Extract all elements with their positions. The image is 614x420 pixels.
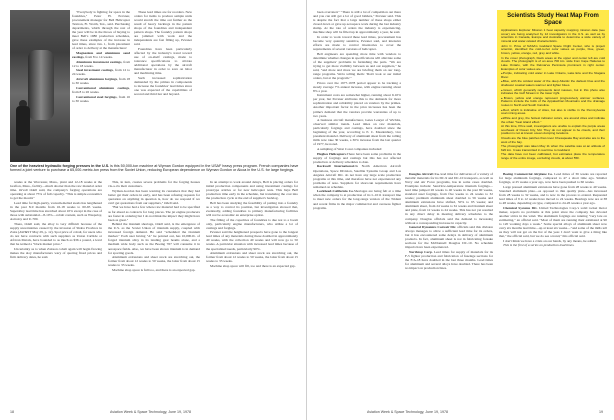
left-col3-text: Machine shop space will fill, too and there is an expected gap. [210, 263, 296, 268]
right-col2-text: lead time for deliveries of a variety of metallic materials for its DC-9 and DC-10 transports, as well as Navy and Air Force programs, has in some cases doubled. Examples include: Sand/low-temperature titanium forgings—lead time jumped 26 weeks to 40 weeks in the past 60 weeks, standard steel forgings, from five weeks to 24 weeks to 32 weeks; premium aluminum sheet doubled to 56 weeks and aluminum extrusions have shifted, 50% to 95 weeks; and aluminum sheet, from 24 weeks to 61 weeks and titanium sheet and plate, from 12 weeks to 24 weeks. This has not yet resulted in any direct delay in meeting delivery schedules to the company. Douglas officials said the demand is increasing without a corresponding increase in capacity. [405, 172, 493, 225]
left-col1-text: Lead time for high-purity, vacuum-melted steels has lengthened in the past 8-9 months from 16-18 weeks to 60-65 weeks. Superalloy lead time has stretched about 10% except in the case of those with substantial—8-10%—cobalt content, such as Waspaloy, Astroloy and U-700. [10, 200, 102, 222]
left-col3-paragraph [206, 218, 298, 230]
left-col3-paragraph [72, 77, 130, 85]
sidebar-paragraph: The data have not been calibrated, but estimates place the temperature range of the entire image, excluding clouds, at about 55F. [501, 152, 605, 161]
left-col3-paragraph [72, 60, 130, 68]
right-col2-text: Lead times for supply of materials for its F-5 fighter production and fabrication of fuselage sections for the F/A-18 have doubled in the last three months. Lead times for aluminum and several alloys have doubled. There has been no impact on production lines. [405, 250, 493, 271]
left-col2-paragraph [108, 268, 200, 272]
left-col3-text: Such increased sophistication demanded by the primes in components to increase the foundries' lead times since one was expected of the capabilities of second and third tier and beyond. [134, 75, 192, 97]
right-column-1 [313, 10, 401, 402]
sidebar-paragraph: Applications Explorer Mission 1 heat capacity mapping mission data (see cover) are being analyzed by 12 investigators in the U.S. as well as by scientists in Canada, Europe and Australia to determine a wide variety of mineral and water-related characteristics. [501, 28, 605, 44]
left-col3-text: Aluminum extrusions and sheet stock are stretching out, the former from about 12 weeks to 50 weeks, the latter from about 15 weeks to 33 weeks. [206, 251, 298, 264]
right-col1-paragraph [313, 93, 401, 117]
left-col3-text: Pevsner said the heightened prospects have gone to the longest lead times of any materials during these doubled in approximately 40 weeks, with the collection 40 weeks and will now go to 50 weeks. A particular situation with increased lead times because of the specialized needs, particularly 90%. [206, 230, 298, 251]
left-col3-text: , from 16 to 30 weeks. [72, 94, 130, 103]
left-col3-text: Foundries have been particularly affected by the industry's trend toward use of on-shelf castings, made to tolerance specifications to obviate additional operations by the aircraft manufacturer in order to save on labor and machining time. [134, 47, 192, 76]
right-col3-paragraph [499, 172, 607, 184]
left-column-3-lower [206, 180, 298, 402]
right-col2-paragraph [405, 172, 493, 225]
right-col1-text: A sampling of West Coast companies included: [317, 147, 382, 152]
right-col2-text: Douglas Aircraft Co. [409, 172, 440, 176]
left-col2-text: This, in turn, creates severe problems for the forging houses vis-a-vis their customers. [108, 180, 200, 189]
left-col3-paragraph [206, 180, 298, 200]
left-col3-paragraph [72, 86, 130, 94]
right-col1-paragraph [313, 147, 401, 151]
right-col3-text: This is the first of a series on production lead times. [503, 243, 575, 248]
left-col3-text: , from 12 to 24 weeks. [72, 68, 130, 77]
right-col3-paragraph [499, 239, 607, 243]
right-column-3 [499, 172, 607, 402]
right-col1-text: Bell engineers are spending more time with vendors to determine whether changes in specifications will alleviate some of the suppliers' problems in furnishing the parts. "We are trying to get more visibility between us and our suppliers," he said, "and more and more we are briefing them on our long-range programs. We're telling them: 'Don't look at our initial orders, but at the program.'" [313, 51, 401, 80]
left-column-3 [134, 10, 192, 162]
left-col3-text: Steel investment castings [76, 68, 113, 73]
left-col2-paragraph [108, 205, 200, 221]
left-col3-text: , from 8 to 26 weeks. [72, 85, 130, 94]
left-column-2 [72, 10, 130, 162]
right-col1-paragraph [313, 152, 401, 164]
right-col3-text: United Technologies Corp.'s solid rocket motor maker, reports no problems at this point since the company has devoted another strive in the wind. The aluminum forgings are running "very late on estimating," an official said. "Most of them are running their estimated at 90 to 120 working days a week." Some special alloys of aluminum sheet now carry six months lead time—up at least six weeks—"and some of the mills tell us they will not get on the list of the year. I don't want to give a thing like that," the official said, but we do see a trend," this official said. [499, 205, 607, 238]
left-col3-text: In an attempt to work around delays, Bell is placing orders for initial production components and using investment castings for prototype articles or for new helicopter tests. This buys Bell production time early in the schedule, but translating the cost into the production cycle at the end of supplier's backlog. [206, 180, 298, 201]
sidebar-paragraph: The photograph was taken May 11 when the satellite was at an altitude of 620 km. It was transmitted in real time to Goddard. [501, 144, 605, 152]
left-col3-paragraph [206, 251, 298, 263]
left-col3-text: Aircraft aluminum forgings [76, 77, 118, 82]
sidebar-paragraph: ● White and grey, the hottest indicator colors, are around cities and indicate the urban "heat island effect." [501, 117, 605, 124]
left-col3-text: Aluminum investment castings [76, 59, 122, 64]
left-col3-text: , from 12 to 18 weeks. [72, 59, 130, 68]
right-col1-paragraph [313, 52, 401, 80]
right-col1-text: A business aircraft manufacturer, Gates Learjet of Wichita, observed similar trends. Lead times on raw materials, particularly forgings and castings, have doubled since the beginning of the year, according to E. C. Meadenbury, vice president materiel. Delivery of aluminum sheet from the rolling mills now take 30 weeks, a 30% increase from the last quarter of 1977, he noted. [313, 118, 401, 147]
sidebar-paragraph: At this time, Price said, investigators are unable to explain the purple areas southeast of Ocean City, Md. They do not appear to be clouds, and their position is not at known ocean dumping locations. [501, 124, 605, 136]
left-page-number: 18 [10, 410, 14, 414]
left-col1-text: Uncertainty as to when Zaireon cobalt again will begin flowing makes the aloy manufacturers wary of quoting fixed prices and firm delivery dates, he said. [10, 246, 102, 259]
left-col3-text: Bell has been studying the feasibility of putting into a foundry as a way to control its position, but investigation showed that, eventually, adding foundries to primary manufacturing facilities will not be economic an enterprise option. [206, 200, 298, 217]
left-col3-paragraph [206, 201, 298, 217]
left-col1-paragraph [10, 222, 102, 246]
left-column-1 [10, 180, 102, 402]
sidebar-paragraph: ● Blue, with the coldest water of the deep Atlantic the darkest blue and the shallower coastal waters warmer and lighter blues. [501, 80, 605, 87]
left-col3-text: Magnesium and aluminum sand castings [72, 51, 130, 60]
left-col3-text: The filling of the capacities of foundries is due not to a boom only, particularly engine manufacturers, who utilize a lot of castings and forgings. [206, 217, 298, 230]
right-col3-text: I don't think we have a crisis on our hands, by any means, he added. [503, 238, 597, 243]
right-col2-text: Northrop Corp. [409, 250, 433, 255]
forging-press-photo [10, 10, 70, 162]
sidebar-paragraph: ● Purple, indicating cold water in Lake Ontario, Lake Erie and the Niagara River. [501, 72, 605, 79]
right-col1-paragraph [313, 164, 401, 188]
right-col3-text: Lead times of 36 weeks are reported for large aluminum forgings, compared to 47 a short time ago. Smaller forgings, at 25 weeks a year ago, now have been pushed to 60 weeks. [499, 172, 607, 185]
sidebar-paragraph: ● Red, which is indicative of cities, but also is visible in the Pennsylvania coal mining areas. [501, 109, 605, 116]
left-col2-text: Wyman-Gordon has been warning its customers that they had better get their orders in early, and has been refusing requests for quotation on anything in question is, how do we respond if we can't get quotations from our suppliers," Odell said. [108, 188, 200, 205]
right-col3-text: Boeing Commercial Airplane Co. [503, 172, 553, 176]
left-col2-text: Behind the titanium shortage, Odell said, is the emergence of the U.S. as the Soviet Union of titanium supply, coupled with increased foreign demand. He said "scheduled the titanium market." Each user having "A" he pointed out, has 10,000-lb. of forged titanium alloy in its landing gear beams alone, and a medium wide body such as the Boeing 767 will consume it in aerospace fields. Also, we have been shown titanium is in demand for sporting goods. [108, 222, 200, 255]
left-col3-paragraph [206, 264, 298, 268]
left-col1-paragraph [10, 247, 102, 259]
left-col3-paragraph [134, 10, 192, 46]
left-col3-paragraph [72, 68, 130, 76]
right-col1-text: Hughes Helicopters. [317, 151, 347, 156]
sidebar-paragraph: ● Green, which generally represents land masses, but in this photo also indicates the Gulf Stream in the lower right. [501, 89, 605, 96]
right-col1-text: Prices over the 1977-1978 period appear to be tracking a steady average 7% annual increase, with engine running about 8% a year. [313, 80, 401, 93]
sidebar-paragraph: In the cover photograph, black areas at the upper and center left are cold clouds. The photograph is of an area 700 km. wide from Cape Hatteras to Lake Ontario, with the Delmarva Peninsula prominent in right center. Examples of color values are: [501, 55, 605, 71]
right-col3-text: Chemical Systems Div. [503, 205, 538, 210]
photo-caption [10, 164, 302, 173]
sidebar-paragraph: ● Brown, yellow and orange represent progressively warmer surfaces. Patterns include the folds of the Appalachian Mountains and the drainage routes in North and South Carolina. [501, 97, 605, 108]
right-col3-paragraph [499, 243, 607, 247]
left-col3-paragraph [72, 10, 130, 50]
left-col2-text: "But we have had a few where raw material had to be specified as far ahead as contracts for long pieces. The jet engine producers are faster in ordering but I do not think the impact they might have been as great." [108, 205, 200, 222]
right-column-2 [405, 172, 493, 402]
left-col1-text: weeks at the Worcester, Mass., plant and 12-18 weeks at the Grafton, Mass., facility—much shorter than the raw material order time. Orvall Odell said, the company's forging operations are operating at about 75% of full capacity. "This is simple economics to get the mould." [10, 180, 102, 201]
left-col3-text: These lead times are for reorders. New orders for items to produce sample units would stretch the time out further as the result of heavy backlogs in the pattern shops of the foundries and independent pattern shops. The foundry pattern shops are jammed with work and the independents are fast filling up, Pevsner said. [134, 10, 192, 47]
right-col1-paragraph [313, 35, 401, 51]
right-footer-title: Aviation Week & Space Technology, June 19, 1978 [367, 410, 449, 414]
left-col1-paragraph [10, 180, 102, 200]
left-col2-paragraph [108, 189, 200, 205]
caption-text: is this 50,000-ton machine at Wyman Gordon equipped in the USAF heavy press program. French companies have formed a joint venture to purchase a 65,000-metric-ton press from the Soviet Union, reducing European dependence on Wyman Gordon or Alcoa in the U.S. for large forgings. [10, 164, 299, 173]
right-col3-paragraph [499, 185, 607, 205]
left-col2-paragraph [108, 180, 200, 188]
caption-lead: One of the heaviest hydraulic forging presses in the U.S. [10, 164, 110, 168]
right-col1-text: Rockwell International. [317, 164, 355, 169]
left-col2-paragraph [108, 222, 200, 254]
right-col1-text: There have been some problems in the supply of forgings and castings but this has not affected production or delivery schedules to date. [313, 151, 401, 164]
left-col3-paragraph [134, 76, 192, 96]
right-col1-paragraph [313, 118, 401, 146]
left-col3-paragraph [72, 95, 130, 103]
left-footer-title: Aviation Week & Space Technology, June 19, 1978 [110, 410, 192, 414]
left-col1-paragraph [10, 201, 102, 221]
sidebar-box [497, 10, 609, 168]
left-col1-text: There, Odell said, the alloy is very difficult because of the supply uncertainties caused by the invasion of Shaba Province in Zaire (AW&ST May 29, p. 12). Spot price of cobalt, for users who do not have contracts with such suppliers as Union Carbide or African Metals, have bounded to as much as $36 a pound, a level that he termed a "black market price." [10, 221, 102, 246]
left-col3-text: , from 8 to 14 weeks. [83, 55, 113, 60]
left-col2-text: Machine shop space is full too, and there is an expected gap. [112, 267, 196, 272]
left-col2-paragraph [108, 255, 200, 267]
right-column-2-upper [405, 10, 493, 168]
right-col1-text: Lockheed-California Co. [317, 189, 354, 194]
left-col3-text: Conventional steel forgings [76, 94, 117, 99]
right-col1-paragraph [313, 189, 401, 209]
right-col2-paragraph [405, 225, 493, 249]
sidebar-title: Scientists Study Heat Map From Space [507, 13, 599, 26]
sidebar-paragraph: Clouds are the blue patches that cover Chesapeake Bay and also are to the west of the bay. [501, 135, 605, 144]
right-page-number: 19 [599, 410, 603, 414]
right-col1-text: Shortages are being felt at a time when the company is at production of its L-1011 transport line to meet new orders for the long-range version of the Trident and recent firms in the major commercial and overseas fighter programs. [313, 189, 401, 210]
right-col2-paragraph [405, 250, 493, 270]
left-col3-text: "Everybody is fighting for space in the foundries," Peter H. Pevsner, procurement manager for Bell Helicopter Textron, Ft. Worth, Tex., said. Purchasing departments, which through the rest of the year will be in the throes of buying to meet Bell's 1980 production schedules, gave these examples of the increase in lead times, since Jan. 1, from placement of order to delivery at the manufacturer: [72, 10, 130, 51]
left-col3-paragraph [72, 51, 130, 59]
right-page [307, 0, 614, 420]
left-col3-paragraph [206, 230, 298, 250]
worker-figure [16, 106, 30, 146]
left-col3-text: Conventional aluminum castings [76, 85, 130, 90]
right-col1-text: In order to work toward these lead times, procurement has become very quantity sensitive, Pevsner said, and intensive efforts are made to control inventories to cover the requirements of several versions of helicopter. [313, 34, 401, 52]
left-column-2-lower [108, 180, 200, 402]
right-col2-text: General Dynamics Convair Div. [409, 225, 457, 230]
right-col2-text: officials said this division always manages to allow a sufficient lead time for its orders, but it has encountered some delays in delivery of aluminum products. In fact, aluminum sheet is not in fabricating forsake sections for the McDonnell Douglas DC-10. No schedule impacts have been experienced. [405, 225, 493, 250]
right-col3-text: Large pressed aluminum extrusions have gone from 28 weeks to 40 weeks. Standard aluminum plate—as opposed to thin quality plate—has increased from 28 weeks to 32 weeks, and is now in the process to extend. Requested lead times of 9 to 12 weeks have moved to 24 weeks. Bearings now are at 38 to 48 weeks, depending on type, compared to 24-26 weeks a year ago. [499, 184, 607, 205]
left-col3-text: , from 18 to 30 weeks. [72, 77, 130, 86]
right-col1-paragraph [313, 10, 401, 34]
right-col1-text: Its North American Aircraft Operations, Space Division, Satellite Systems Group and Los Angeles Aircraft Div. do not have any large scale production programs at this time, and therefore have not experienced any problems of note. Suppliers for short-run requirements have remained on schedule. [313, 164, 401, 189]
right-col1-text: been overrated." "There is still a lot of competition out there and you can still get a lot of good bidders," Pevsner said. This is despite the fact that a large number of these shops either closed down or gave up aerospace work during the last industry slump. At the rate of orders the industry is experiencing, machine shop will be filled up in approximately a year, he said. [313, 10, 401, 35]
left-col2-text: Aluminum extrusions and sheet stock are stretching out, the former from about 12 weeks to 50 weeks, the latter from about 15 weeks to 33 weeks. [108, 255, 200, 268]
press-die [28, 50, 54, 120]
right-col1-paragraph [313, 81, 401, 93]
right-col3-paragraph [499, 206, 607, 238]
left-col3-paragraph [134, 47, 192, 75]
sidebar-paragraph: John C. Price of NASA's Goddard Space Flight Center, who is project scientist, identified the cold-to-hot color values as purple, blue, green, brown, yellow, orange, red, grey and white. [501, 43, 605, 56]
right-col1-text: Instrument costs are somewhat higher, running about 9-10% per year, but Pevsner attributes this to the demands for more sophistication and reliability placed on vendors by the primes. Another important factor in the price increases has been the prime's demand that the vendors provide warranties of up to two years. [313, 93, 401, 118]
sidebar-body [501, 29, 605, 161]
